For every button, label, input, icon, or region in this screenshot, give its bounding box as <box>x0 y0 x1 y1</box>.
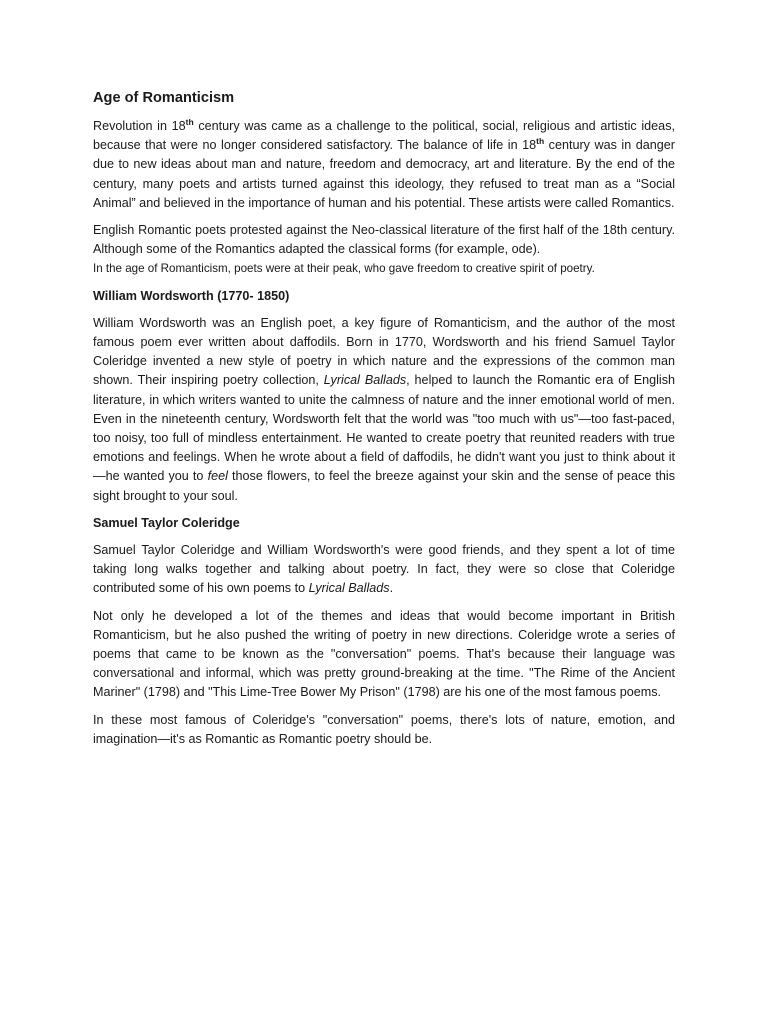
coleridge-paragraph-2: Not only he developed a lot of the themes and ideas that would become important in British Romanticism, but he also pushed the writing of poetry in new directions. Coleridge wrote a series of poems that came to be known as the "conversation" poems. That's because their language was conversational and informal, which was pretty ground-breaking at the time. "The Rime of the Ancient Mariner" (1798) and "This Lime-Tree Bower My Prison" (1798) are his one of the most famous poems. <box>93 608 675 700</box>
document-title: Age of Romanticism <box>93 90 235 106</box>
wordsworth-text-b: , helped to launch the Romantic era of English literature, in which writers wanted to unite the calmness of nature and the inner emotional world of men. Even in the nineteenth century, Wordsworth felt that the world was "too much with us"—too fast-paced, too noisy, too full of mindless entertainment. He wanted to create poetry that reunited readers with true emotions and feelings. When he wrote about a field of daffodils, he didn't want you just to think about it—he wanted you to <box>93 373 675 484</box>
wordsworth-text-a: William Wordsworth was an English poet, a key figure of Romanticism, and the author of the most famous poem ever written about daffodils. Born in 1770, Wordsworth and his friend Samuel Taylor Coleridge invented a new style of poetry in which nature and the expressions of the common man shown. Their inspiring poetry collection, <box>93 315 675 388</box>
coleridge-p1-text-b: . <box>389 581 394 596</box>
coleridge-heading: Samuel Taylor Coleridge <box>93 515 240 530</box>
coleridge-paragraph-3: In these most famous of Coleridge's "conversation" poems, there's lots of nature, emotion, and imagination—it's as Romantic as Romantic poetry should be. <box>93 712 675 746</box>
english-poets-small-text: In the age of Romanticism, poets were at their peak, who gave freedom to creative spirit of poetry. <box>93 262 595 276</box>
wordsworth-heading: William Wordsworth (1770- 1850) <box>93 288 290 303</box>
lyrical-ballads-title: Lyrical Ballads <box>323 373 407 388</box>
feel-emphasis: feel <box>207 469 228 484</box>
intro-text-c: century was in danger due to new ideas about man and nature, freedom and democracy, art and literature. By the end of the century, many poets and artists turned against this ideology, they refused to treat man as a “Social Animal” and believed in the importance of human and his potential. These artists were called Romantics. <box>93 138 675 210</box>
document-page <box>93 88 675 757</box>
wordsworth-paragraph <box>93 314 675 506</box>
coleridge-p1-text-a: Samuel Taylor Coleridge and William Wordsworth's were good friends, and they spent a lot of time taking long walks together and talking about poetry. In fact, they were so close that Coleridge contributed some of his own poems to <box>93 543 675 596</box>
coleridge-paragraph-1 <box>93 541 675 599</box>
intro-text-a: Revolution in 18 <box>93 119 186 133</box>
intro-text-b: century was came as a challenge to the political, social, religious and artistic ideas, because that were no longer considered satisfactory. The balance of life in 18 <box>93 119 675 153</box>
intro-superscript-2: th <box>536 136 545 147</box>
english-poets-paragraph <box>93 221 675 279</box>
intro-paragraph <box>93 117 675 213</box>
wordsworth-text-c: those flowers, to feel the breeze against your skin and the sense of peace this sight brought to your soul. <box>93 469 676 503</box>
intro-superscript-1: th <box>185 117 194 127</box>
english-poets-text: English Romantic poets protested against the Neo-classical literature of the first half of the 18th century. Although some of the Romantics adapted the classical forms (for example, ode). <box>93 223 675 257</box>
lyrical-ballads-title-2: Lyrical Ballads <box>308 581 390 596</box>
